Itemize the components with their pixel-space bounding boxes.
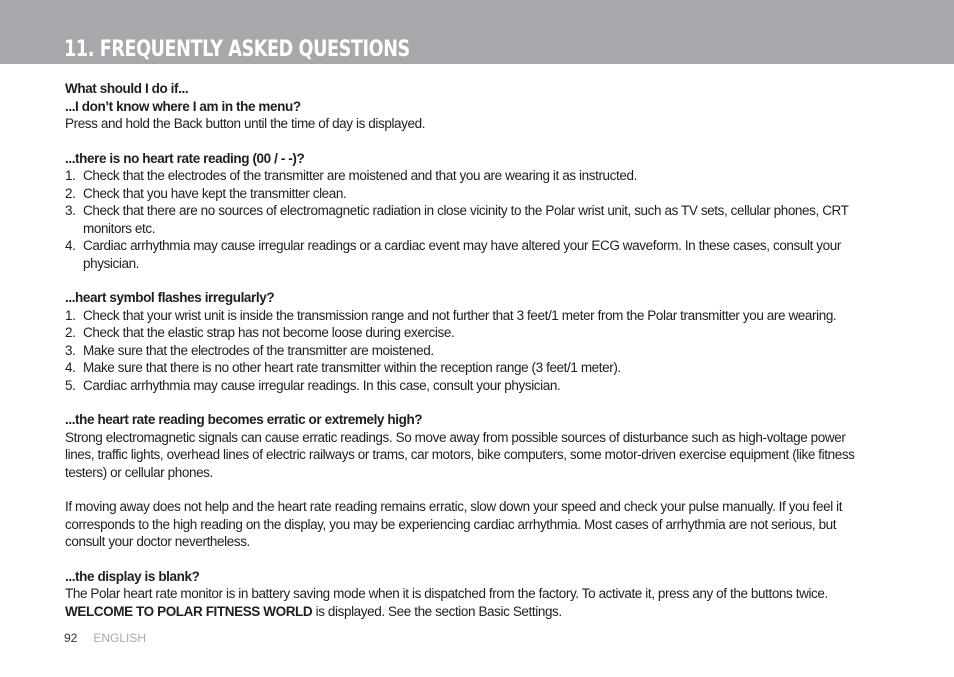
list-item: 4. Cardiac arrhythmia may cause irregular readings or a cardiac event may have altered your ECG waveform. In these cases, consult your physician.	[65, 238, 841, 271]
faq-answer-paragraph: Strong electromagnetic signals can cause erratic readings. So move away from possible sources of disturbance such as high-voltage power lines, traffic lights, overhead lines of electric railways or trams, car motors, bike computers, some motor-driven exercise equipment (like fitness testers) or cellular phones.	[65, 429, 855, 480]
faq-question: ...the display is blank?	[65, 568, 200, 584]
faq-answer	[65, 585, 865, 620]
faq-item-blank-display	[65, 568, 865, 621]
list-number: 3.	[65, 342, 76, 358]
list-item: 4. Make sure that there is no other heart rate transmitter within the reception range (3 feet/1 meter).	[65, 360, 621, 375]
list-item: 3. Check that there are no sources of electromagnetic radiation in close vicinity to the Polar wrist unit, such as TV sets, cellular phones, CRT monitors etc.	[65, 203, 849, 236]
faq-item-heart-symbol	[65, 289, 865, 394]
faq-answer-lead: The Polar heart rate monitor is in battery saving mode when it is dispatched from the factory. To activate it, press any of the buttons twice.	[65, 586, 828, 601]
faq-item-menu	[65, 98, 865, 133]
list-item: 1. Check that the electrodes of the transmitter are moistened and that you are wearing it as instructed.	[65, 168, 637, 183]
faq-item-erratic-reading	[65, 411, 865, 551]
faq-content	[65, 80, 865, 620]
list-item: 2. Check that the elastic strap has not become loose during exercise.	[65, 325, 455, 340]
page-footer	[64, 631, 146, 646]
intro-heading: What should I do if...	[65, 81, 189, 96]
list-number: 3.	[65, 203, 76, 218]
spacer	[65, 133, 865, 150]
list-item: 5. Cardiac arrhythmia may cause irregular readings. In this case, consult your physician.	[65, 377, 561, 393]
page-number: 92	[64, 631, 78, 645]
faq-answer-tail: is displayed. See the section Basic Settings.	[312, 603, 562, 619]
list-number: 2.	[65, 325, 76, 340]
list-number: 1.	[65, 307, 76, 323]
spacer	[65, 481, 865, 498]
faq-question: ...there is no heart rate reading (00 / - -)?	[65, 150, 305, 166]
faq-item-no-reading	[65, 150, 865, 273]
faq-question: ...the heart rate reading becomes erratic or extremely high?	[65, 412, 423, 427]
faq-question: ...heart symbol flashes irregularly?	[65, 290, 275, 305]
list-number: 5.	[65, 377, 76, 393]
list-number: 2.	[65, 185, 76, 201]
spacer	[65, 272, 865, 289]
display-message: WELCOME TO POLAR FITNESS WORLD	[65, 603, 313, 619]
list-number: 1.	[65, 168, 76, 183]
numbered-list	[65, 307, 865, 395]
list-item: 2. Check that you have kept the transmitter clean.	[65, 185, 347, 201]
list-item: 3. Make sure that the electrodes of the transmitter are moistened.	[65, 342, 434, 358]
list-number: 4.	[65, 360, 76, 375]
page-title: 11. FREQUENTLY ASKED QUESTIONS	[64, 37, 410, 62]
language-label: ENGLISH	[93, 631, 147, 645]
numbered-list	[65, 167, 865, 272]
list-number: 4.	[65, 238, 76, 253]
spacer	[65, 394, 865, 411]
list-item: 1. Check that your wrist unit is inside the transmission range and not further that 3 feet/1 meter from the Polar transmitter you are wearing.	[65, 307, 837, 323]
faq-answer-paragraph: If moving away does not help and the heart rate reading remains erratic, slow down your speed and check your pulse manually. If you feel it corresponds to the high reading on the display, you may be experiencing cardiac arrhythmia. Most cases of arrhythmia are not serious, but consult your doctor nevertheless.	[65, 499, 843, 549]
spacer	[65, 551, 865, 568]
faq-answer: Press and hold the Back button until the time of day is displayed.	[65, 116, 426, 131]
faq-question: ...I don’t know where I am in the menu?	[65, 98, 301, 114]
